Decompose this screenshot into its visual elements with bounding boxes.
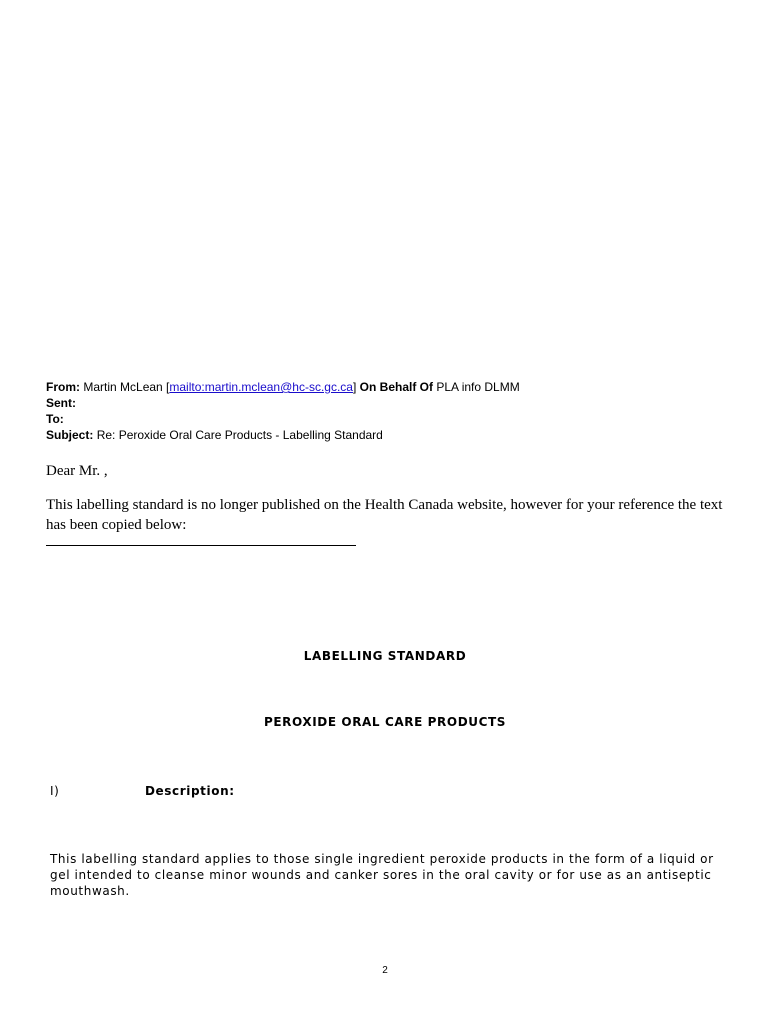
sent-label: Sent:: [46, 396, 76, 410]
page-number: 2: [382, 965, 388, 976]
from-name: Martin McLean [: [83, 380, 170, 394]
section-number: I): [50, 784, 60, 798]
from-line: [46, 379, 520, 395]
letter-paragraph: This labelling standard is no longer published on the Health Canada website, however for your reference the text has been copied below:: [46, 497, 723, 533]
from-close: ]: [352, 380, 357, 394]
subject-text: Re: Peroxide Oral Care Products - Labelling Standard: [96, 428, 383, 442]
standard-title: LABELLING STANDARD: [303, 649, 467, 663]
section-title: Description:: [145, 784, 235, 798]
behalf-name: PLA info DLMM: [436, 380, 520, 394]
letter-greeting: Dear Mr. ,: [46, 463, 108, 479]
behalf-label: On Behalf Of: [359, 380, 433, 394]
section-text: This labelling standard applies to those single ingredient peroxide products in the form of a liquid or gel intended to cleanse minor wounds and canker sores in the oral cavity or for use as an antiseptic mouthwash.: [50, 852, 714, 898]
from-email-link[interactable]: mailto:martin.mclean@hc-sc.gc.ca: [169, 380, 353, 394]
email-header: [46, 379, 520, 443]
to-label: To:: [46, 412, 64, 426]
separator-line: [46, 545, 356, 546]
subject-label: Subject:: [46, 428, 94, 442]
standard-subtitle: PEROXIDE ORAL CARE PRODUCTS: [263, 715, 507, 729]
from-label: From:: [46, 380, 80, 394]
subject-line: [46, 427, 520, 443]
